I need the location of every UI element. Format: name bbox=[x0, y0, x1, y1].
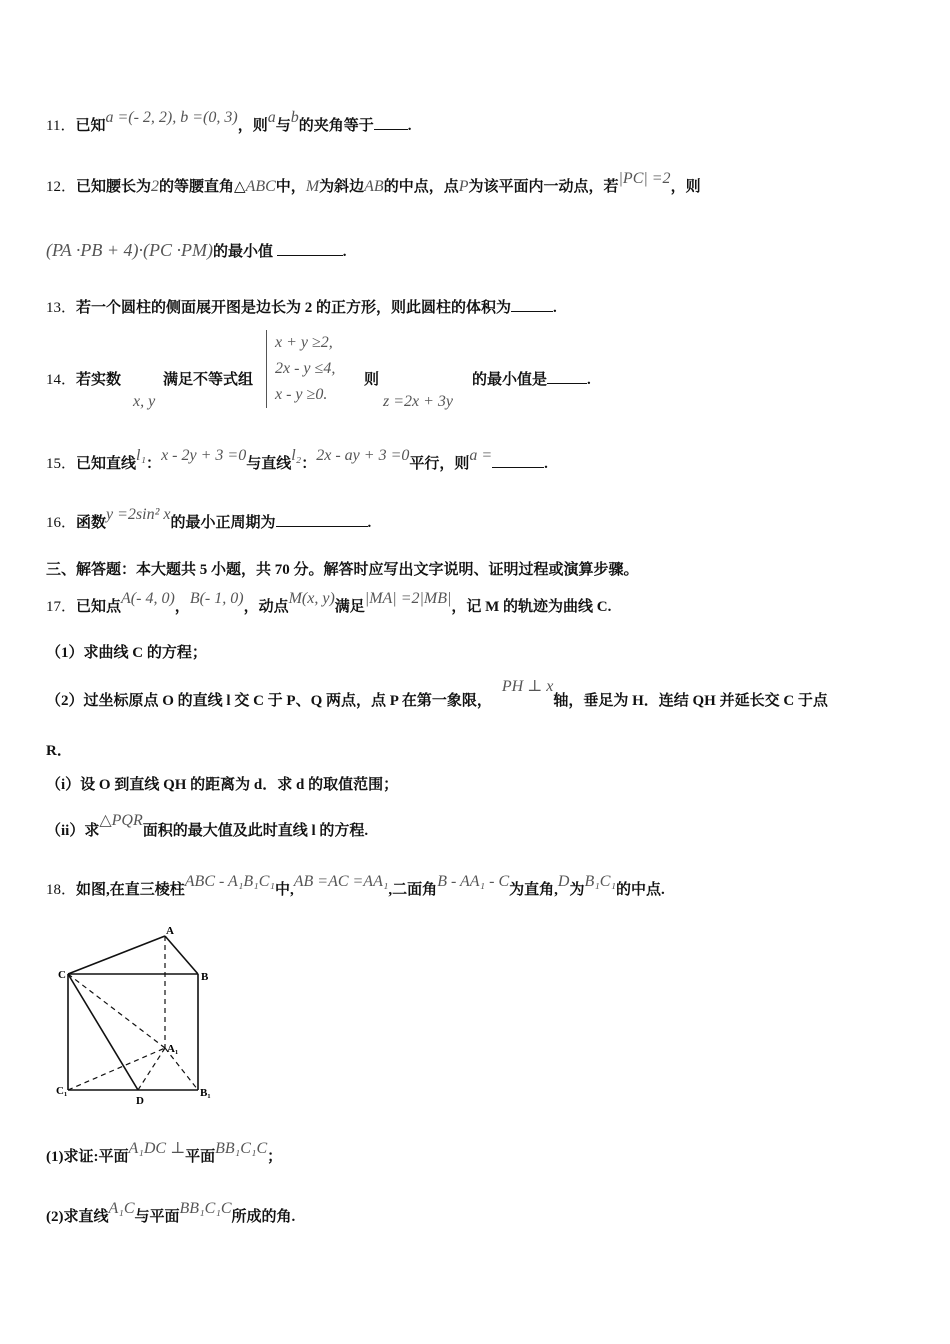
answer-blank bbox=[276, 512, 368, 527]
label-B: B bbox=[201, 971, 209, 983]
answer-blank bbox=[374, 115, 408, 130]
edge-AB bbox=[165, 936, 198, 974]
question-12-line2: (PA ·PB + 4)·(PC ·PM)的最小值 . bbox=[46, 240, 347, 260]
label-C: C bbox=[58, 969, 66, 981]
segment-CD bbox=[68, 974, 138, 1090]
question-13: 13．若一个圆柱的侧面展开图是边长为 2 的正方形，则此圆柱的体积为 . bbox=[46, 296, 557, 317]
label-A1: A₁ bbox=[167, 1043, 179, 1055]
label-C1: C₁ bbox=[56, 1085, 68, 1097]
inequality-system: x + y ≥2, 2x - y ≤4, x - y ≥0. bbox=[266, 330, 335, 408]
q17-part-i: （i）设 O 到直线 QH 的距离为 d．求 d 的取值范围； bbox=[46, 777, 399, 793]
q17-part-2: （2）过坐标原点 O 的直线 l 交 C 于 P、Q 两点，点 P 在第一象限，PH ⊥ x轴，垂足为 H．连结 QH 并延长交 C 于点 bbox=[46, 678, 828, 709]
q18-part-2: (2)求直线A₁C与平面BB₁C₁C所成的角. bbox=[46, 1200, 296, 1225]
question-12: 12．已知腰长为2的等腰直角△ABC中，M为斜边AB的中点，点P为该平面内一动点，若|PC| =2，则 bbox=[46, 170, 701, 195]
q18-part-1: (1)求证:平面A₁DC ⊥平面BB₁C₁C； bbox=[46, 1140, 283, 1165]
segment-CA1 bbox=[68, 974, 165, 1048]
question-17: 17．已知点A(- 4, 0)，B(- 1, 0)，动点M(x, y)满足|MA| =2|MB|，记 M 的轨迹为曲线 C. bbox=[46, 590, 612, 615]
math-condition: |PC| =2 bbox=[618, 170, 671, 187]
q17-part-ii: （ii）求△PQR面积的最大值及此时直线 l 的方程. bbox=[46, 812, 369, 839]
answer-blank bbox=[277, 241, 343, 256]
answer-blank bbox=[547, 369, 587, 384]
question-number: 11． bbox=[46, 118, 76, 134]
section-heading: 三、解答题：本大题共 5 小题，共 70 分。解答时应写出文字说明、证明过程或演算步骤。 bbox=[46, 562, 639, 578]
math-vectors: a =(- 2, 2), b =(0, 3) bbox=[105, 109, 238, 126]
prism-figure bbox=[50, 922, 220, 1112]
question-11: 11．已知a =(- 2, 2), b =(0, 3)，则a与b的夹角等于 . bbox=[46, 109, 412, 134]
question-18: 18．如图,在直三棱柱ABC - A₁B₁C₁中,AB =AC =AA₁,二面角B - AA₁ - C为直角,D为B₁C₁的中点. bbox=[46, 873, 665, 898]
question-14: 14．若实数 bbox=[46, 372, 122, 388]
edge-CA bbox=[68, 936, 165, 974]
label-D: D bbox=[136, 1095, 144, 1107]
label-B1: B₁ bbox=[200, 1087, 211, 1099]
question-16: 16．函数y =2sin² x的最小正周期为 . bbox=[46, 506, 372, 531]
label-A: A bbox=[166, 925, 174, 937]
answer-blank bbox=[492, 453, 544, 468]
answer-blank bbox=[511, 297, 553, 312]
math-expression: (PA ·PB + 4)·(PC ·PM) bbox=[46, 240, 213, 260]
question-15: 15．已知直线l₁：x - 2y + 3 =0与直线l₂：2x - ay + 3 =0平行，则a = . bbox=[46, 447, 548, 472]
q17-part-1: （1）求曲线 C 的方程； bbox=[46, 645, 207, 661]
